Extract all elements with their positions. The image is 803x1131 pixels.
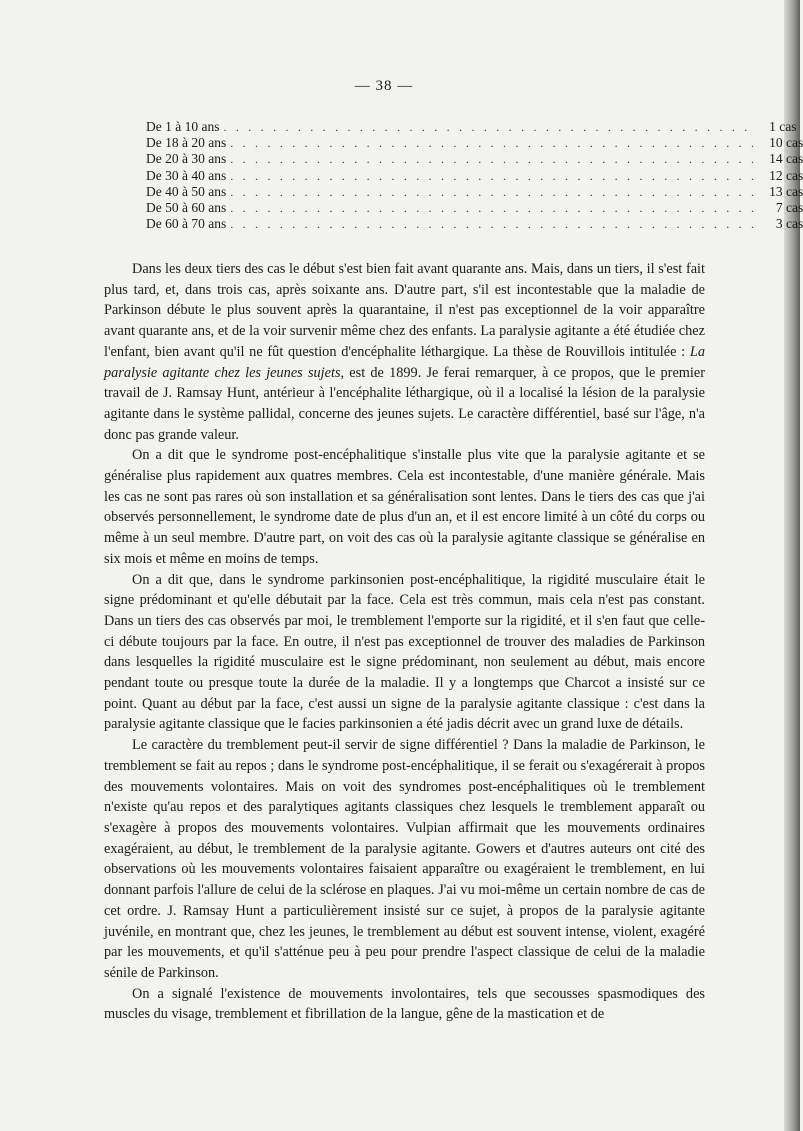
paragraph-tremor: Le caractère du tremblement peut-il servir de signe différentiel ? Dans la maladie de Parkinson, le tremblement se fait au repos ; dans le syndrome post-encéphalitique, il se ferait ou s'exagérerait à propos des mouvements volontaires. Mais on voit des syndromes post-encéphalitiques où le tremblement n'existe qu'au repos et des paralytiques agitants classiques chez lesquels le tremblement apparaît ou s'exagère à propos des mouvements volontaires. Vulpian affirmait que les mouvements ordinaires exagéraient, au début, le tremblement de la paralysie agitante. Gowers et d'autres auteurs ont cité des observations où les mouvements volontaires faisaient apparaître ou exagéraient le tremblement, en lui donnant parfois l'allure de celui de la sclérose en plaques. J'ai vu moi-même un certain nombre de cas de cet ordre. J. Ramsay Hunt a particulièrement insisté sur ce sujet, à propos de la paralysie agitante juvénile, en montrant que, chez les jeunes, le tremblement au début est souvent intense, violent, exagéré par les mouvements, et qu'il s'atténue peu à peu pour prendre l'aspect classique de celui de la maladie sénile de Parkinson.	[104, 737, 705, 981]
leader-dots: . . . . . . . . . . . . . . . . . . . . . . . . . . . . . . . . . . . . . . . . . . .	[223, 120, 751, 134]
paragraph-text: , est de 1899. Je ferai remarquer, à ce propos, que le premier travail de J. Ramsay Hunt, antérieur à l'encéphalite léthargique, où il a localisé la lésion de la paralysie agitante dans le système pallidal, concerne des jeunes sujets. Le caractère différentiel, basé sur l'âge, n'a donc pas grande valeur.	[104, 364, 705, 443]
case-count: 13 cas	[769, 183, 803, 199]
case-count: 1 cas	[769, 119, 797, 134]
table-row	[146, 200, 803, 216]
age-range: De 18 à 20 ans	[146, 135, 227, 151]
paragraph-rigidity: On a dit que, dans le syndrome parkinsonien post-encéphalitique, la rigidité musculaire était le signe prédominant et qu'elle débutait par la face. Cela est très commun, mais cela n'est pas constant. Dans un tiers des cas observés par moi, le tremblement l'emporte sur la rigidité, et il s'en faut que celle-ci débute toujours par la face. En outre, il n'est pas exceptionnel de trouver des maladies de Parkinson dans lesquelles la rigidité musculaire est le signe prédominant, non seulement au début, mais encore pendant toute ou presque toute la durée de la maladie. Il y a longtemps que Charcot a insisté sur ce point. Quant au début par la face, c'est aussi un signe de la paralysie agitante classique : c'est dans la paralysie agitante classique que le facies parkinsonien a été jadis décrit avec un grand luxe de détails.	[104, 571, 705, 733]
case-count: 12 cas	[769, 167, 803, 183]
case-count: 3 cas	[775, 216, 803, 232]
paragraph-age-onset	[104, 259, 705, 445]
body-text	[104, 259, 705, 1025]
paragraph-generalization: On a dit que le syndrome post-encéphalitique s'installe plus vite que la paralysie agitante et se généralise plus rapidement aux quatres membres. Cela est incontestable, d'une manière générale. Mais les cas ne sont pas rares où son installation et sa généralisation sont lentes. Dans le tiers des cas que j'ai observés personnellement, le syndrome date de plus d'un an, et il est encore limité à un côté du corps ou même à un seul membre. D'autre part, on voit des cas où la paralysie agitante classique se généralise en six mois et même en moins de temps.	[104, 447, 705, 567]
age-range: De 20 à 30 ans	[146, 151, 227, 167]
case-count: 7 cas	[775, 200, 803, 216]
age-range: De 50 à 60 ans	[146, 200, 227, 216]
table-row	[146, 151, 803, 167]
table-row	[146, 167, 803, 184]
age-range: De 60 à 70 ans	[146, 216, 227, 232]
thesis-title: La paralysie agitante chez les jeunes sujets	[104, 343, 705, 381]
leader-dots: . . . . . . . . . . . . . . . . . . . . . . . . . . . . . . . . . . . . . . . . . . .	[230, 152, 758, 167]
table-row	[146, 216, 803, 232]
age-range: De 40 à 50 ans	[146, 183, 227, 199]
case-count: 14 cas	[769, 151, 803, 167]
table-row	[146, 119, 797, 135]
leader-dots: . . . . . . . . . . . . . . . . . . . . . . . . . . . . . . . . . . . . . . . . . . .	[230, 217, 758, 232]
page-number: — 38 —	[354, 78, 414, 94]
leader-dots: . . . . . . . . . . . . . . . . . . . . . . . . . . . . . . . . . . . . . . . . . . .	[230, 201, 758, 216]
leader-dots: . . . . . . . . . . . . . . . . . . . . . . . . . . . . . . . . . . . . . . . . . . .	[230, 168, 758, 183]
age-range: De 30 à 40 ans	[146, 167, 227, 183]
age-range: De 1 à 10 ans	[146, 119, 220, 134]
paragraph-text: Dans les deux tiers des cas le début s'est bien fait avant quarante ans. Mais, dans un tiers, il s'est fait plus tard, et, dans trois cas, après soixante ans. D'autre part, s'il est incontestable que la maladie de Parkinson débute le plus souvent après la quarantaine, il n'est pas exceptionnel de la voir apparaître avant quarante ans, et de la voir survenir même chez des enfants. La paralysie agitante a été étudiée chez l'enfant, bien avant qu'il ne fût question d'encéphalite léthargique. La thèse de Rouvillois intitulée :	[104, 261, 705, 360]
paragraph-involuntary-movements: On a signalé l'existence de mouvements involontaires, tels que secousses spasmodiques des muscles du visage, tremblement et fibrillation de la langue, gêne de la mastication et de	[104, 985, 705, 1023]
age-onset-table	[146, 119, 803, 232]
table-row	[146, 135, 803, 151]
leader-dots: . . . . . . . . . . . . . . . . . . . . . . . . . . . . . . . . . . . . . . . . . . .	[230, 184, 758, 199]
case-count: 10 cas	[769, 135, 803, 151]
leader-dots: . . . . . . . . . . . . . . . . . . . . . . . . . . . . . . . . . . . . . . . . . . .	[230, 136, 758, 151]
table-row	[146, 183, 803, 200]
